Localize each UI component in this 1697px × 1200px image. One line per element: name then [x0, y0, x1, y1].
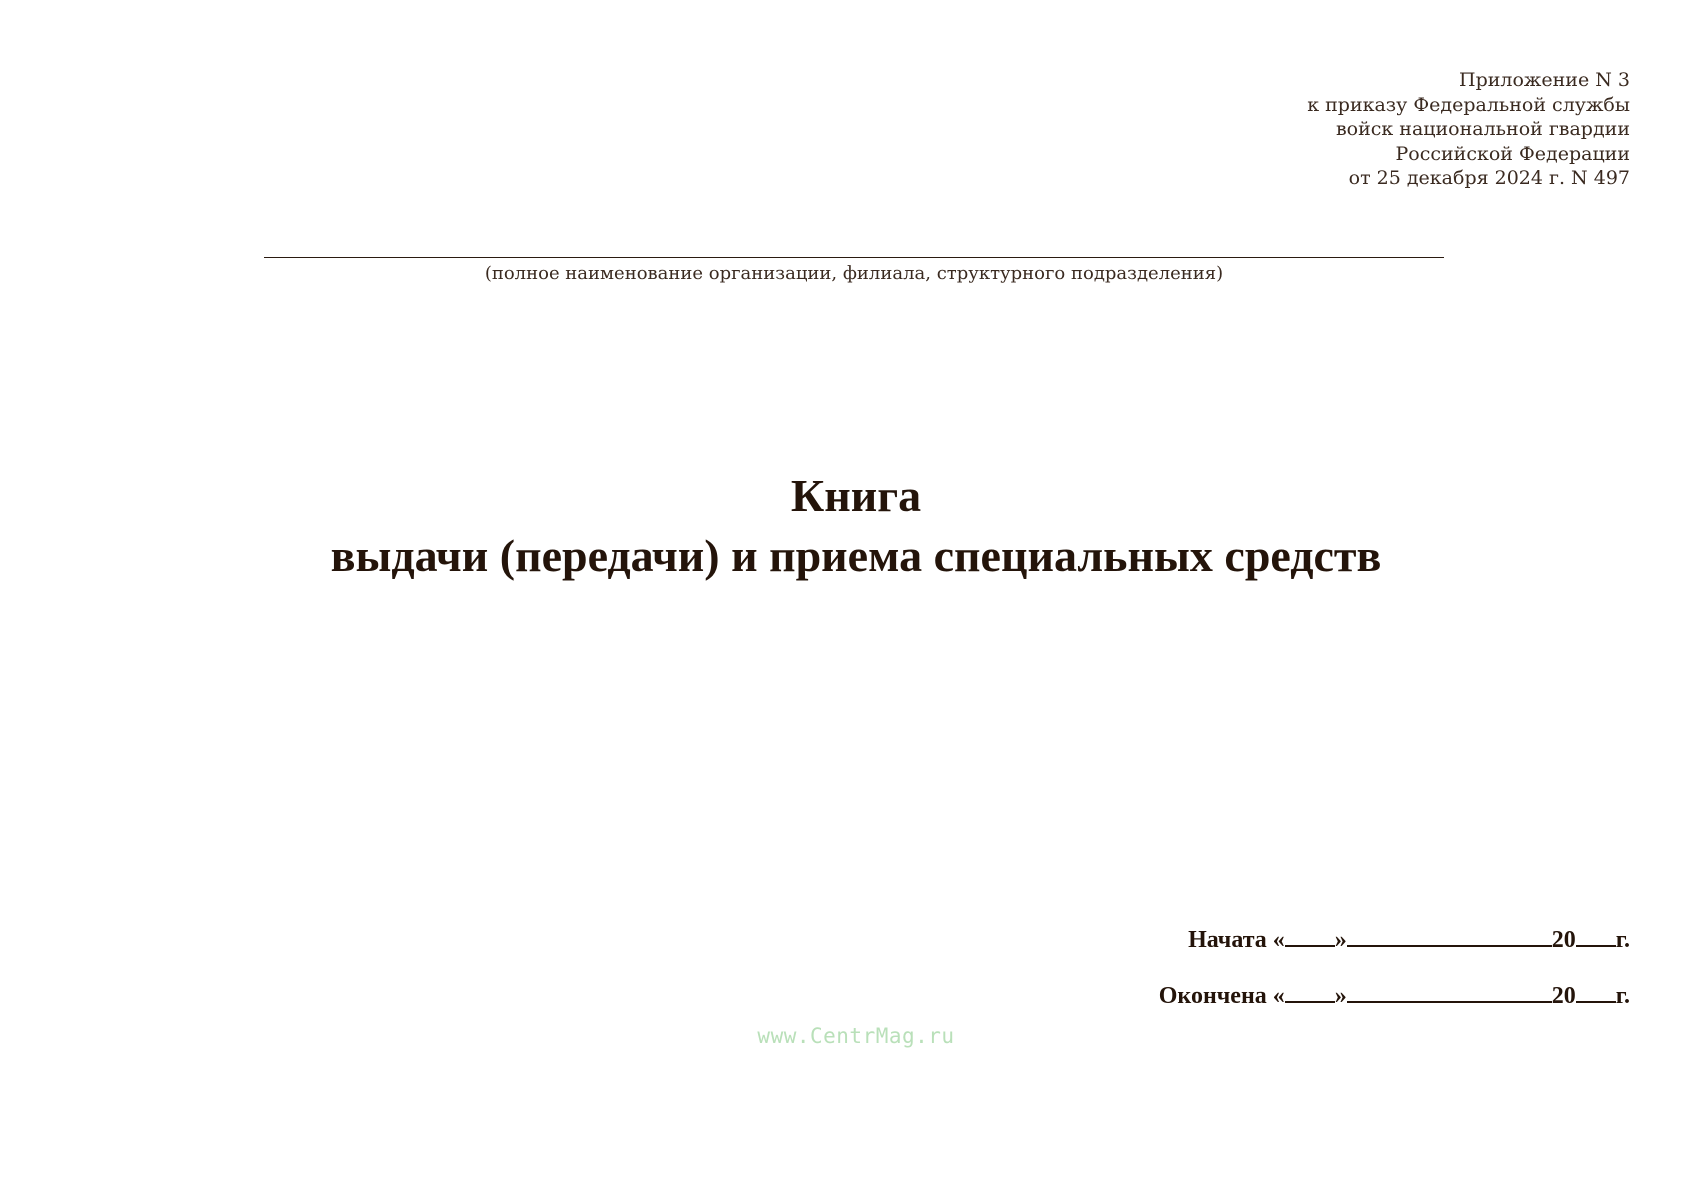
end-date-label: Окончена « [1158, 983, 1285, 1009]
end-date-row [1159, 983, 1630, 1010]
start-day-blank [1285, 927, 1335, 947]
end-year-blank [1576, 983, 1616, 1003]
start-date-label: Начата « [1188, 927, 1285, 953]
start-quote-close: » [1334, 927, 1347, 953]
organization-name-line [264, 257, 1444, 258]
appendix-line: Приложение N 3 [1459, 69, 1630, 91]
start-year-blank [1576, 927, 1616, 947]
end-day-blank [1285, 983, 1335, 1003]
appendix-line: Российской Федерации [1395, 142, 1630, 165]
end-quote-close: » [1334, 983, 1347, 1009]
appendix-line: к приказу Федеральной службы [1307, 93, 1630, 116]
organization-caption: (полное наименование организации, филиала, структурного подразделения) [484, 263, 1224, 284]
end-year-suffix: г. [1615, 983, 1630, 1009]
end-month-blank [1347, 983, 1552, 1003]
appendix-line: от 25 декабря 2024 г. N 497 [1348, 167, 1630, 189]
title-line-2: выдачи (передачи) и приема специальных средств [330, 530, 1382, 581]
start-year-suffix: г. [1615, 927, 1630, 953]
watermark: www.CentrMag.ru [757, 1024, 955, 1048]
title-line-1: Книга [790, 470, 922, 521]
start-date-row [1188, 927, 1630, 954]
document-title [0, 466, 1697, 586]
start-month-blank [1347, 927, 1552, 947]
start-year-prefix: 20 [1551, 927, 1576, 953]
end-year-prefix: 20 [1551, 983, 1576, 1009]
appendix-header [1307, 68, 1630, 191]
appendix-line: войск национальной гвардии [1335, 118, 1630, 140]
